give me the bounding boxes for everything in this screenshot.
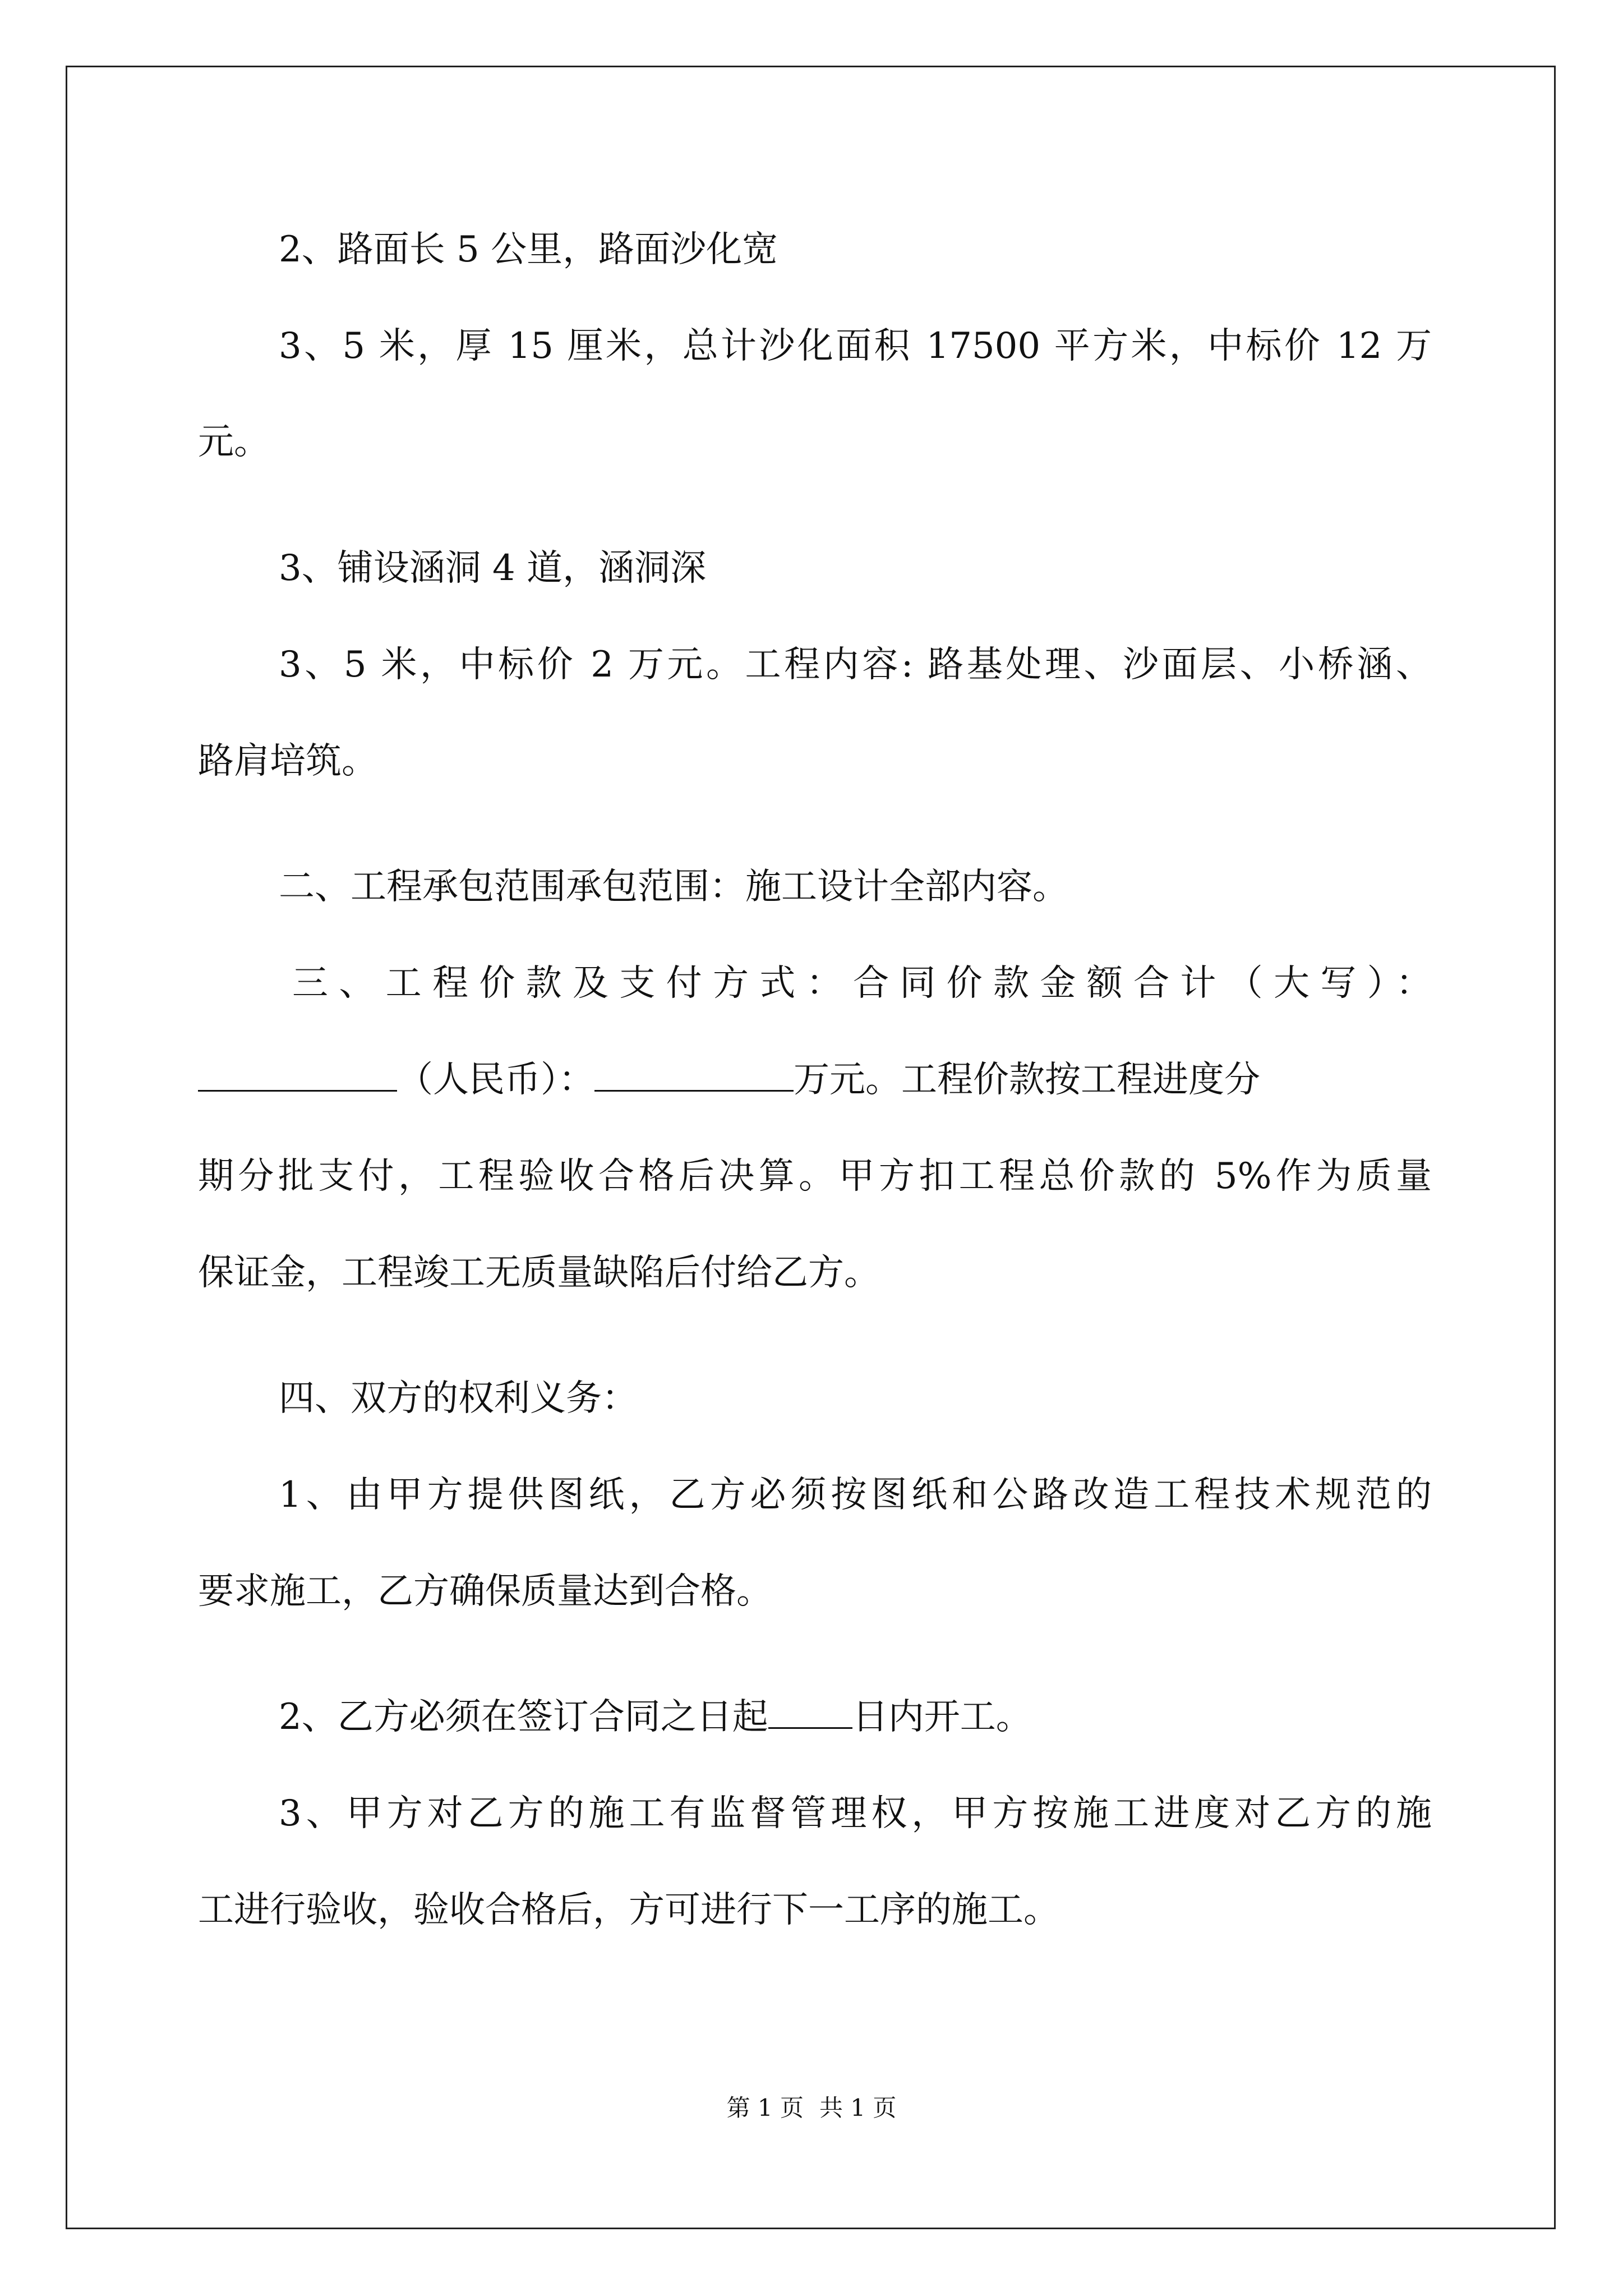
page-total: 共 1 页 (819, 2094, 897, 2122)
rmb-label: （人民币）： (397, 1059, 594, 1101)
start-days-blank[interactable] (768, 1692, 852, 1729)
amount-uppercase-blank[interactable] (198, 1055, 397, 1092)
section-four-rights: 四、双方的权利义务： (279, 1378, 638, 1419)
amount-rmb-blank[interactable] (594, 1055, 794, 1092)
paragraph-payment: 期分批支付，工程验收合格后决算。甲方扣工程总价款的 5%作为质量 (198, 1156, 1432, 1197)
paragraph-works-content: 3、5 米，中标价 2 万元。工程内容: 路基处理、沙面层、小桥涵、 (279, 644, 1432, 685)
section-two-scope: 二、工程承包范围承包范围：施工设计全部内容。 (279, 866, 1068, 908)
paragraph-sand-area: 3、5 米，厚 15 厘米，总计沙化面积 17500 平方米，中标价 12 万 (279, 325, 1432, 367)
price-terms-text: 万元。工程价款按工程进度分 (794, 1059, 1260, 1101)
paragraph-works-content-cont: 路肩培筑。 (198, 740, 377, 782)
start-date-text: 2、乙方必须在签订合同之日起 (279, 1696, 768, 1738)
paragraph-start-date (279, 1692, 1032, 1742)
price-fill-line (198, 1055, 1260, 1105)
paragraph-sand-area-cont: 元。 (198, 421, 270, 463)
paragraph-road-length: 2、路面长 5 公里，路面沙化宽 (279, 229, 778, 270)
start-date-suffix: 日内开工。 (852, 1696, 1032, 1738)
paragraph-supervision-cont: 工进行验收，验收合格后，方可进行下一工序的施工。 (198, 1889, 1059, 1931)
paragraph-drawings-cont: 要求施工，乙方确保质量达到合格。 (198, 1571, 772, 1612)
paragraph-culverts: 3、铺设涵洞 4 道，涵洞深 (279, 547, 707, 589)
paragraph-supervision: 3、甲方对乙方的施工有监督管理权，甲方按施工进度对乙方的施 (279, 1793, 1432, 1834)
page-footer (0, 2091, 1623, 2125)
paragraph-drawings: 1、由甲方提供图纸，乙方必须按图纸和公路改造工程技术规范的 (279, 1474, 1432, 1516)
paragraph-payment-cont: 保证金，工程竣工无质量缺陷后付给乙方。 (198, 1252, 880, 1294)
page-number: 第 1 页 (726, 2094, 804, 2122)
section-three-price: 三、工程价款及支付方式：合同价款金额合计（大写）： (292, 963, 1432, 1004)
